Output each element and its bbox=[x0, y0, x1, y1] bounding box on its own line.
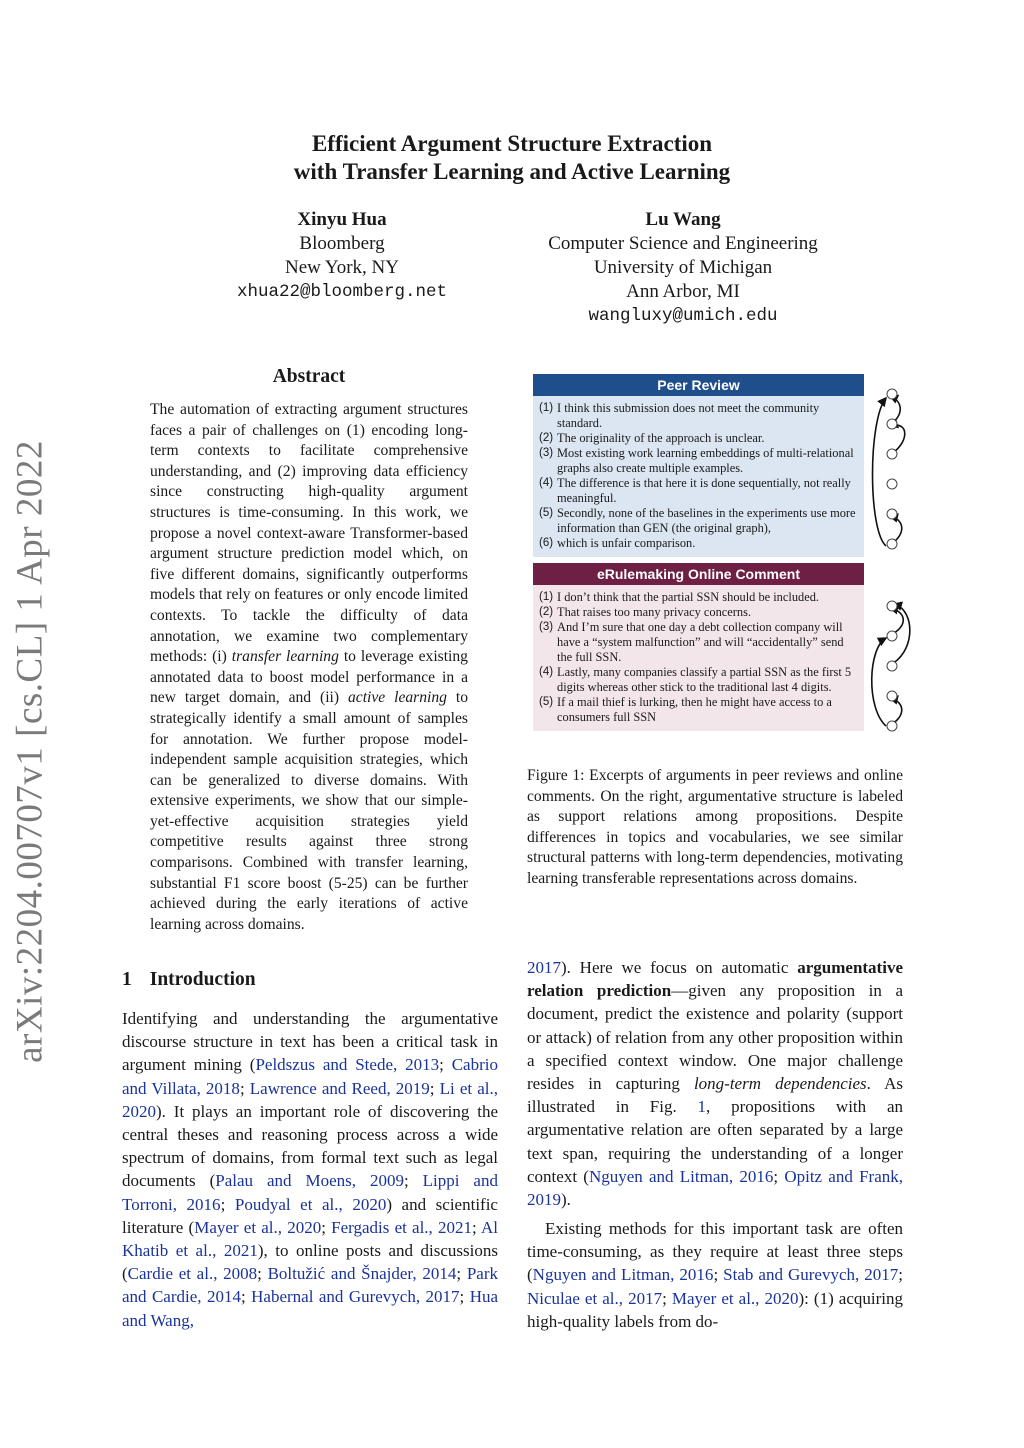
key-term: argumentative relation prediction bbox=[527, 958, 903, 1001]
intro-paragraph-continued: 2017). Here we focus on automatic argumentative relation prediction—given any proposition in a document, predict the existence and polarity (support or attack) of relation from any other proposition within a specified context window. One major challenge resides in capturing long-term dependencies. As illustrated in Fig. 1, propositions with an argumentative relation are often separated by a large text span, requiring the understanding of a longer context (Nguyen and Litman, 2016; Opitz and Frank, 2019). bbox=[527, 958, 903, 1210]
author-block-1 bbox=[200, 208, 484, 304]
proposition-item bbox=[539, 431, 858, 446]
author-affiliation: University of Michigan bbox=[593, 257, 773, 278]
abstract-text: The automation of extracting argument structures faces a pair of challenges on (1) encoding long-term contexts to facilitate comprehensive understanding, and (2) improving data efficiency since constructing high-quality argument structures is time-consuming. In this work, we propose a novel context-aware Transformer-based argument structure prediction model which, on five different domains, significantly outperforms models that rely on features or only encode limited contexts. To tackle the difficulty of data annotation, we examine two complementary methods: (i) bbox=[150, 401, 468, 666]
erulemaking-header: eRulemaking Online Comment bbox=[533, 563, 864, 585]
citation-link[interactable]: Park and Cardie, 2014 bbox=[122, 1264, 498, 1307]
proposition-item bbox=[539, 476, 858, 506]
body-text: ), to online posts and discussions ( bbox=[122, 1241, 498, 1284]
proposition-number: (3) bbox=[539, 447, 554, 459]
proposition-item bbox=[539, 506, 858, 536]
proposition-text: Lastly, many companies classify a partial SSN as the first 5 digits whereas other stick to the traditional last 4 digits. bbox=[557, 665, 852, 694]
proposition-node bbox=[887, 539, 897, 549]
body-text: ). Here we focus on automatic bbox=[561, 958, 798, 977]
proposition-node bbox=[887, 509, 897, 519]
citation-link[interactable]: Poudyal et al., 2020 bbox=[234, 1194, 387, 1214]
proposition-number: (2) bbox=[539, 432, 554, 444]
citation-link[interactable]: Mayer et al., 2020 bbox=[671, 1288, 799, 1308]
author-block-2 bbox=[530, 208, 836, 328]
title-line-1: Efficient Argument Structure Extraction bbox=[311, 131, 713, 156]
proposition-node bbox=[887, 661, 897, 671]
erulemaking-panel bbox=[533, 563, 864, 731]
proposition-item bbox=[539, 605, 858, 620]
citation-link[interactable]: Niculae et al., 2017 bbox=[527, 1288, 663, 1308]
proposition-item bbox=[539, 620, 858, 665]
proposition-number: (1) bbox=[539, 591, 554, 603]
section-number: 1 bbox=[122, 969, 132, 990]
body-text: Identifying and understanding the argumentative discourse structure in text has been a critical task in argument mining ( bbox=[122, 1009, 498, 1075]
proposition-item bbox=[539, 401, 858, 431]
author-email[interactable]: xhua22@bloomberg.net bbox=[236, 282, 448, 302]
proposition-item bbox=[539, 590, 858, 605]
proposition-text: If a mail thief is lurking, then he might have access to a consumers full SSN bbox=[557, 695, 832, 724]
support-arrow bbox=[872, 638, 886, 726]
proposition-text: I don’t think that the partial SSN should be included. bbox=[557, 590, 820, 604]
citation-link[interactable]: Li et al., 2020 bbox=[122, 1078, 498, 1121]
abstract-emphasis: active learning bbox=[347, 689, 447, 707]
citation-link[interactable]: Lawrence and Reed, 2019 bbox=[249, 1078, 430, 1098]
proposition-number: (1) bbox=[539, 402, 554, 414]
body-text: . As illustrated in Fig. bbox=[527, 1074, 903, 1117]
peer-review-panel bbox=[533, 374, 864, 557]
peer-review-argument-graph bbox=[866, 380, 918, 570]
erulemaking-argument-graph bbox=[866, 592, 918, 742]
emphasis: long-term dependencies bbox=[693, 1074, 867, 1094]
proposition-node bbox=[887, 691, 897, 701]
citation-link[interactable]: Fergadis et al., 2021 bbox=[331, 1217, 473, 1237]
body-text: —given any proposition in a document, predict the existence and polarity (support or attack) of relation from any other proposition within a specified context window. One major challenge resides in capturing bbox=[527, 981, 903, 1094]
abstract-heading: Abstract bbox=[272, 366, 346, 387]
proposition-text: And I’m sure that one day a debt collection company will have a “system malfunction” and will “accidentally” send the full SSN. bbox=[557, 620, 844, 664]
author-location: Ann Arbor, MI bbox=[626, 281, 740, 302]
proposition-text: Secondly, none of the baselines in the experiments use more information than GEN (the original graph), bbox=[557, 506, 856, 535]
citation-link[interactable]: Lippi and Torroni, 2016 bbox=[122, 1171, 498, 1214]
author-affiliation: Computer Science and Engineering bbox=[548, 233, 818, 254]
proposition-node bbox=[887, 479, 897, 489]
body-text: ): (1) acquiring high-quality labels from do- bbox=[527, 1288, 904, 1331]
abstract-text: to strategically identify a small amount of samples for annotation. We further propose model-independent sample acquisition strategies, which can be generalized to diverse domains. With extensive experiments, we show that our simple-yet-effective acquisition strategies yield competitive results against three strong comparisons. Combined with transfer learning, substantial F1 score boost (5-25) can be further achieved during the early iterations of active learning across domains. bbox=[150, 689, 469, 933]
peer-review-items bbox=[533, 396, 864, 557]
erulemaking-items bbox=[533, 585, 864, 731]
citation-link[interactable]: Al Khatib et al., 2021 bbox=[122, 1217, 498, 1261]
proposition-text: The difference is that here it is done sequentially, not really meaningful. bbox=[557, 476, 851, 505]
citation-link[interactable]: Stab and Gurevych, 2017 bbox=[723, 1265, 899, 1285]
proposition-text: The originality of the approach is unclear. bbox=[557, 431, 765, 445]
citation-link[interactable]: Habernal and Gurevych, 2017 bbox=[251, 1287, 460, 1307]
figure-1 bbox=[533, 374, 864, 731]
proposition-number: (3) bbox=[539, 621, 554, 633]
intro-paragraph: Identifying and understanding the argumentative discourse structure in text has been a critical task in argument mining (Peldszus and Stede, 2013; Cabrio and Villata, 2018; Lawrence and Reed, 2019; Li et al., 2020). It plays an important role of discovering the central theses and reasoning process across a wide spectrum of domains, from formal text such as legal documents (Palau and Moens, 2009; Lippi and Torroni, 2016; Poudyal et al., 2020) and scientific literature (Mayer et al., 2020; Fergadis et al., 2021; Al Khatib et al., 2021), to online posts and discussions (Cardie et al., 2008; Boltužić and Šnajder, 2014; Park and Cardie, 2014; Habernal and Gurevych, 2017; Hua and Wang, bbox=[122, 1009, 499, 1330]
body-text: ). It plays an important role of discovering the central theses and reasoning process across a wide spectrum of domains, from formal text such as legal documents ( bbox=[122, 1101, 498, 1191]
citation-link[interactable]: Palau and Moens, 2009 bbox=[215, 1171, 404, 1191]
body-text: ). bbox=[561, 1190, 571, 1210]
proposition-node bbox=[887, 419, 897, 429]
proposition-text: That raises too many privacy concerns. bbox=[557, 605, 752, 619]
citation-link[interactable]: Cardie et al., 2008 bbox=[127, 1264, 258, 1284]
peer-review-header: Peer Review bbox=[533, 374, 864, 396]
author-name: Lu Wang bbox=[645, 209, 721, 230]
section-title: Introduction bbox=[149, 969, 256, 990]
citation-link[interactable]: 2017 bbox=[527, 958, 561, 977]
support-arrow bbox=[873, 398, 887, 546]
proposition-number: (4) bbox=[539, 477, 554, 489]
proposition-text: I think this submission does not meet the community standard. bbox=[557, 401, 820, 430]
proposition-node bbox=[887, 389, 897, 399]
citation-link[interactable]: Hua and Wang, bbox=[122, 1287, 499, 1330]
body-text: ) and scientific literature ( bbox=[122, 1194, 498, 1237]
author-location: New York, NY bbox=[284, 257, 399, 278]
proposition-item bbox=[539, 665, 858, 695]
author-affiliation: Bloomberg bbox=[299, 233, 385, 254]
citation-link[interactable]: Nguyen and Litman, 2016 bbox=[588, 1166, 774, 1186]
proposition-item bbox=[539, 695, 858, 725]
proposition-node bbox=[887, 631, 897, 641]
proposition-number: (6) bbox=[539, 537, 554, 549]
paper-title bbox=[0, 130, 1024, 186]
abstract-body bbox=[150, 400, 468, 935]
author-email[interactable]: wangluxy@umich.edu bbox=[588, 306, 778, 326]
citation-link[interactable]: Boltužić and Šnajder, 2014 bbox=[267, 1264, 457, 1284]
body-text: , propositions with an argumentative relation are often separated by a large text span, requiring the understanding of a longer context ( bbox=[527, 1097, 903, 1186]
proposition-node bbox=[887, 601, 897, 611]
citation-link[interactable]: Peldszus and Stede, 2013 bbox=[255, 1055, 440, 1075]
figure-reference-link[interactable]: 1 bbox=[697, 1097, 707, 1117]
citation-link[interactable]: Cabrio and Villata, 2018 bbox=[122, 1055, 498, 1098]
proposition-number: (5) bbox=[539, 507, 554, 519]
proposition-node bbox=[887, 721, 897, 731]
proposition-number: (5) bbox=[539, 696, 554, 708]
author-name: Xinyu Hua bbox=[297, 209, 387, 230]
arxiv-identifier: arXiv:2204.00707v1 [cs.CL] 1 Apr 2022 bbox=[9, 440, 51, 1063]
citation-link[interactable]: Mayer et al., 2020 bbox=[194, 1217, 322, 1237]
proposition-node bbox=[887, 449, 897, 459]
abstract-text: to leverage existing annotated data to boost model performance in a new target domain, and (ii) bbox=[150, 648, 468, 707]
proposition-number: (4) bbox=[539, 666, 554, 678]
body-text: Existing methods for this important task are often time-consuming, as they require at least three steps ( bbox=[527, 1219, 903, 1285]
citation-link[interactable]: Opitz and Frank, 2019 bbox=[527, 1166, 903, 1210]
proposition-item bbox=[539, 536, 858, 551]
figure-caption: Figure 1: Excerpts of arguments in peer reviews and online comments. On the right, argumentative structure is labeled as support relations among propositions. Despite differences in topics and vocabularies, we see similar structural patterns with long-term dependencies, motivating learning transferable representations across domains. bbox=[527, 767, 903, 887]
proposition-item bbox=[539, 446, 858, 476]
existing-methods-paragraph: Existing methods for this important task are often time-consuming, as they require at least three steps (Nguyen and Litman, 2016; Stab and Gurevych, 2017; Niculae et al., 2017; Mayer et al., 2020): (1) acquiring high-quality labels from do- bbox=[527, 1219, 904, 1331]
title-line-2: with Transfer Learning and Active Learning bbox=[293, 159, 731, 184]
proposition-text: Most existing work learning embeddings of multi-relational graphs also create multiple examples. bbox=[557, 446, 854, 475]
section-heading-introduction bbox=[122, 969, 256, 991]
citation-link[interactable]: Nguyen and Litman, 2016 bbox=[532, 1265, 714, 1285]
proposition-number: (2) bbox=[539, 606, 554, 618]
proposition-text: which is unfair comparison. bbox=[557, 536, 696, 550]
abstract-emphasis: transfer learning bbox=[231, 648, 339, 666]
